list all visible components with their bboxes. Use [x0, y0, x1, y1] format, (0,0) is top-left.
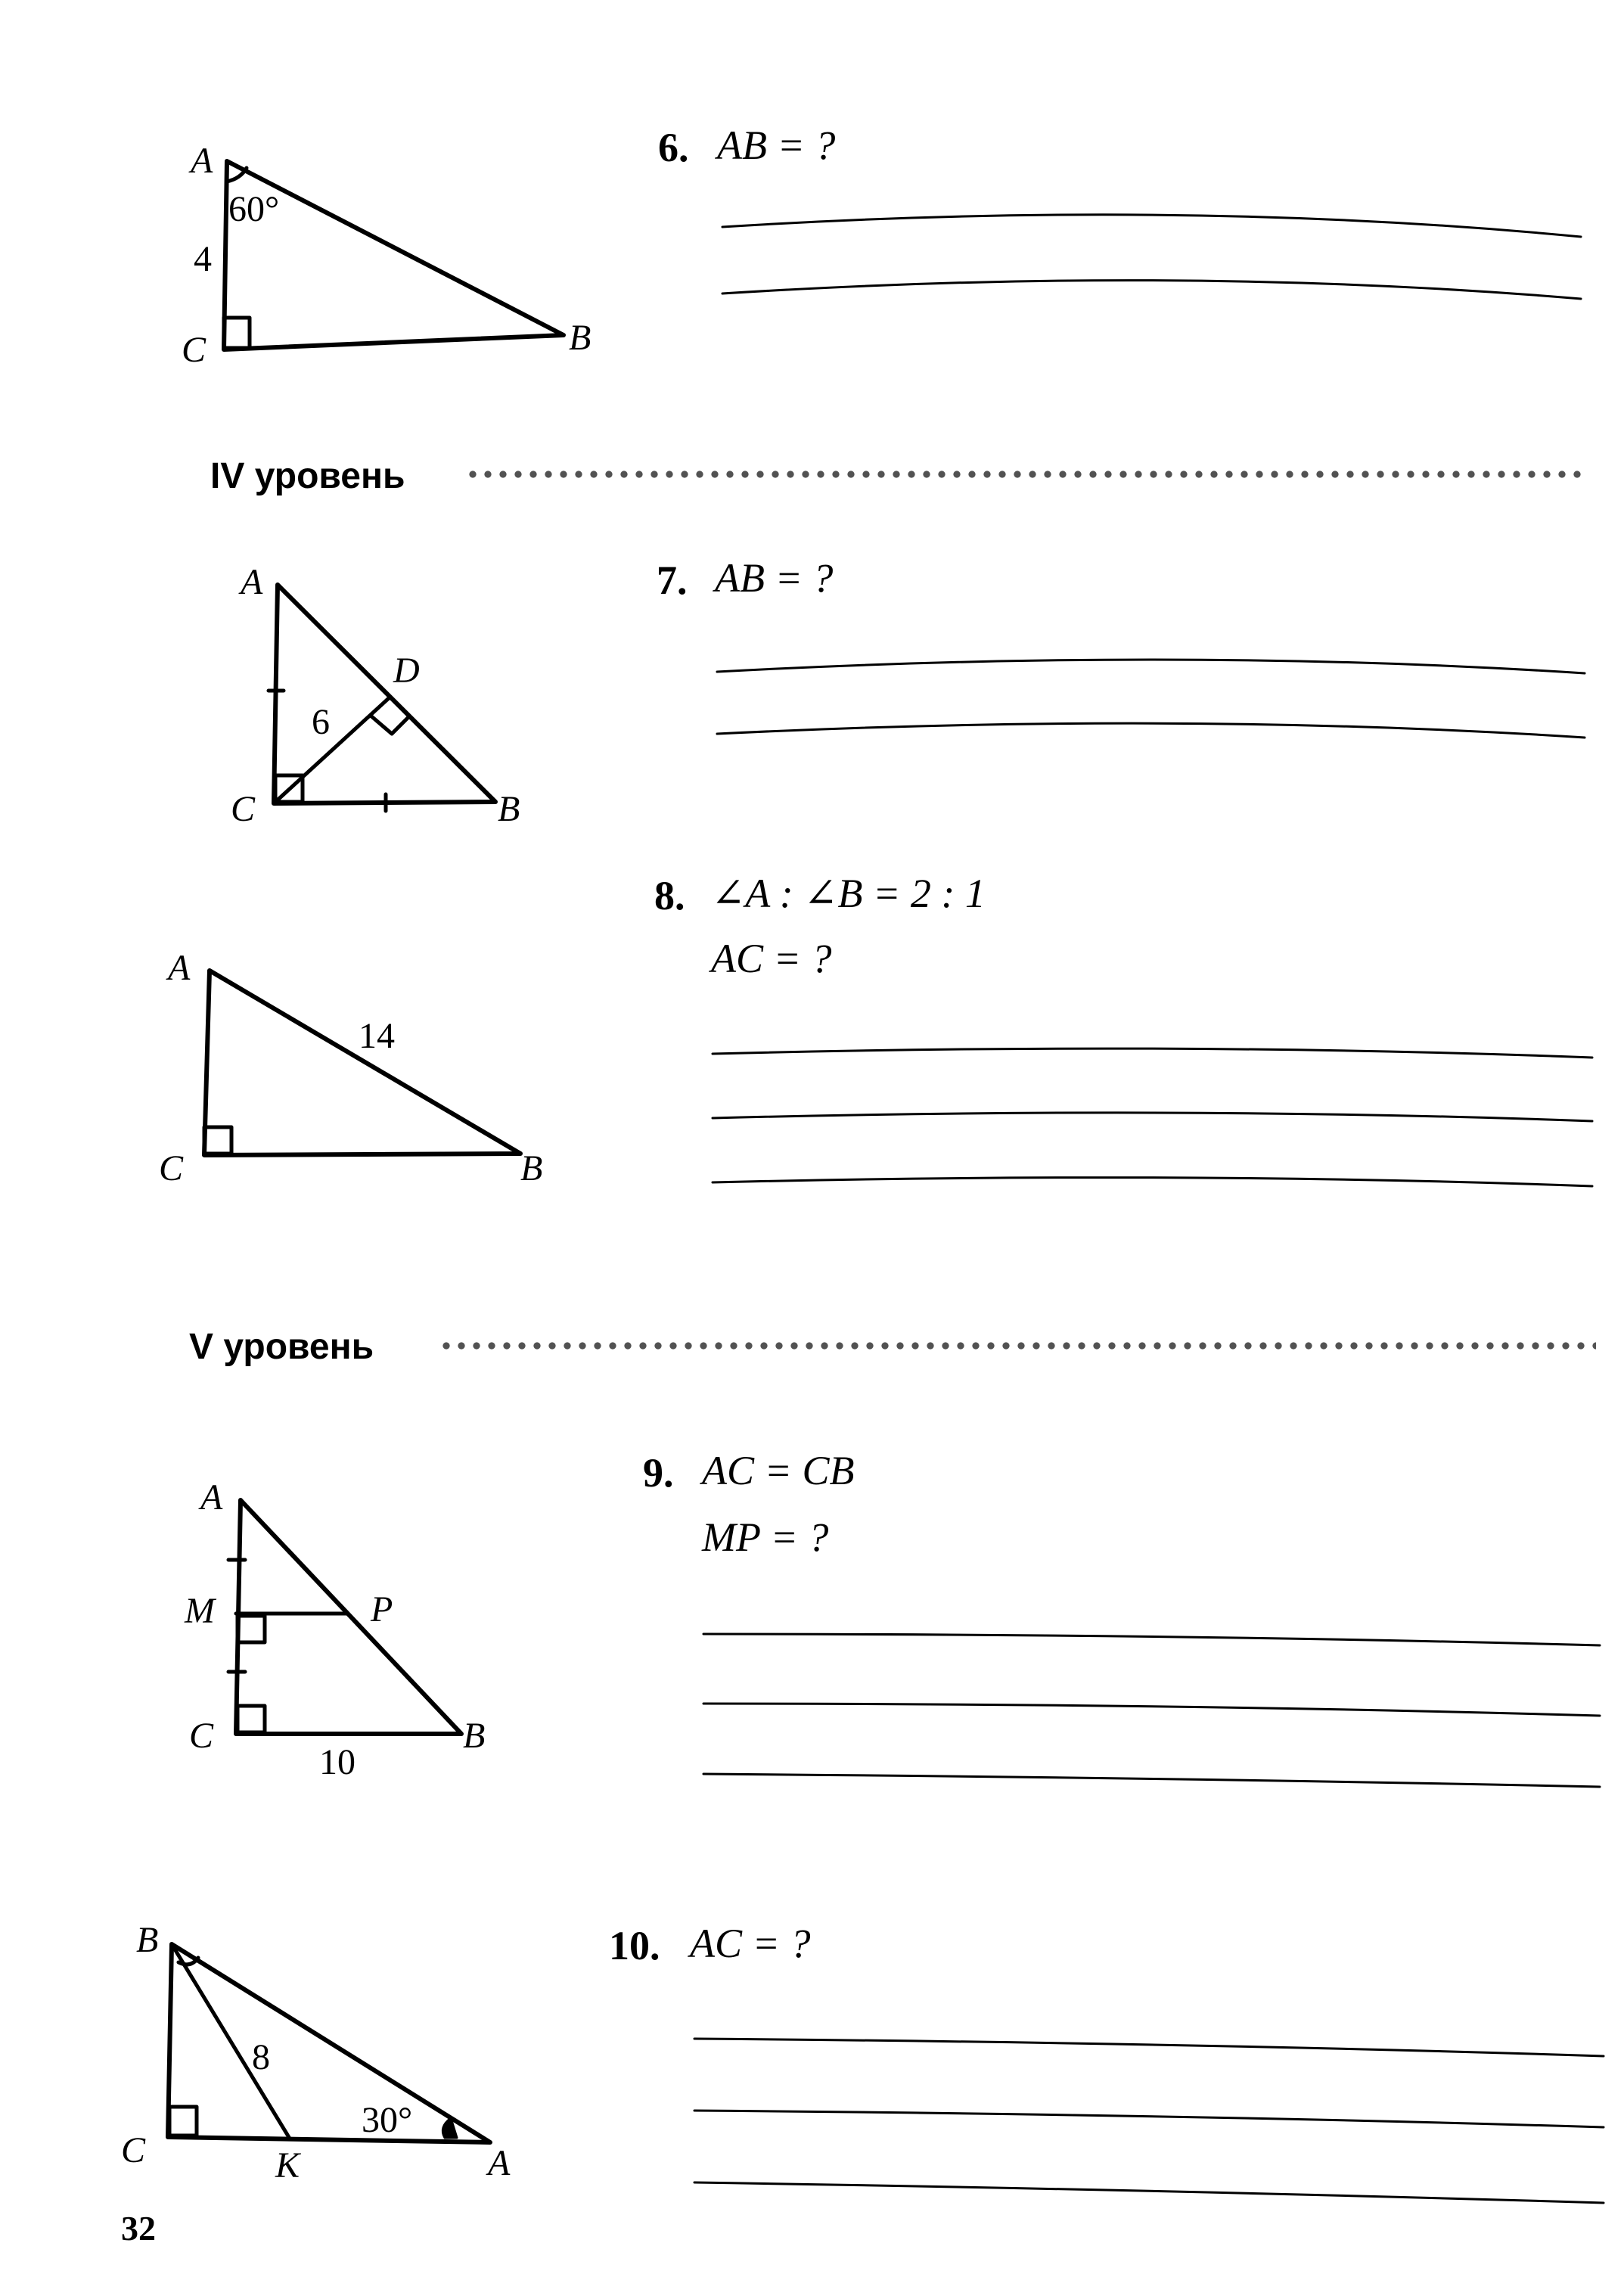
problem-6-number: 6.: [658, 125, 689, 170]
fig10-vertex-c: C: [121, 2130, 146, 2170]
fig7-vertex-c: C: [231, 789, 256, 829]
problem-7-question: AB = ?: [715, 555, 834, 601]
fig6-vertex-b: B: [569, 318, 592, 358]
fig9-vertex-b: B: [463, 1716, 486, 1756]
problem-9-question: MP = ?: [702, 1514, 829, 1560]
figure-9-triangle: [228, 1500, 461, 1734]
fig8-vertex-a: A: [168, 948, 191, 988]
fig10-angle-label: 30°: [362, 2100, 413, 2140]
fig7-vertex-b: B: [498, 789, 520, 829]
problem-8-number: 8.: [654, 873, 685, 918]
fig8-side-label: 14: [359, 1016, 395, 1056]
fig9-vertex-m: M: [185, 1591, 215, 1631]
answer-lines-9: [703, 1634, 1600, 1787]
fig6-side-label: 4: [194, 239, 212, 279]
fig9-vertex-a: A: [200, 1477, 223, 1517]
answer-lines-8: [713, 1048, 1592, 1186]
figure-8-triangle: [204, 971, 520, 1155]
level-v-divider: [439, 1340, 1596, 1351]
problem-6-question: AB = ?: [717, 123, 836, 168]
fig7-vertex-d: D: [393, 651, 420, 691]
fig6-angle-label: 60°: [228, 189, 280, 229]
level-iv-divider: [465, 469, 1585, 480]
figure-7-triangle: [269, 585, 495, 811]
level-iv-heading: IV уровень: [210, 456, 405, 496]
fig10-vertex-b: B: [136, 1920, 159, 1960]
problem-9-number: 9.: [643, 1450, 674, 1496]
fig10-vertex-a: A: [488, 2143, 511, 2183]
problem-7-number: 7.: [657, 558, 688, 603]
fig6-vertex-c: C: [182, 330, 206, 370]
fig10-side-label: 8: [252, 2037, 270, 2077]
page-number: 32: [121, 2209, 156, 2247]
answer-lines-7: [717, 660, 1585, 738]
figure-10-triangle: [168, 1944, 490, 2142]
fig9-side-label: 10: [319, 1742, 356, 1782]
fig9-vertex-c: C: [189, 1716, 214, 1756]
fig7-side-label: 6: [312, 702, 330, 742]
level-v-heading: V уровень: [189, 1327, 374, 1367]
problem-8-question: AC = ?: [711, 936, 832, 981]
fig8-vertex-c: C: [159, 1148, 184, 1188]
fig7-vertex-a: A: [241, 562, 263, 602]
fig8-vertex-b: B: [520, 1148, 543, 1188]
fig10-vertex-k: K: [275, 2145, 300, 2185]
answer-lines-6: [722, 215, 1581, 299]
fig9-vertex-p: P: [371, 1589, 393, 1629]
problem-10-number: 10.: [609, 1923, 660, 1968]
problem-10-question: AC = ?: [690, 1921, 811, 1966]
problem-9-condition: AC = CB: [702, 1448, 855, 1493]
fig6-vertex-a: A: [191, 141, 213, 181]
problem-8-condition: ∠A : ∠B = 2 : 1: [711, 871, 986, 916]
answer-lines-10: [694, 2039, 1604, 2203]
